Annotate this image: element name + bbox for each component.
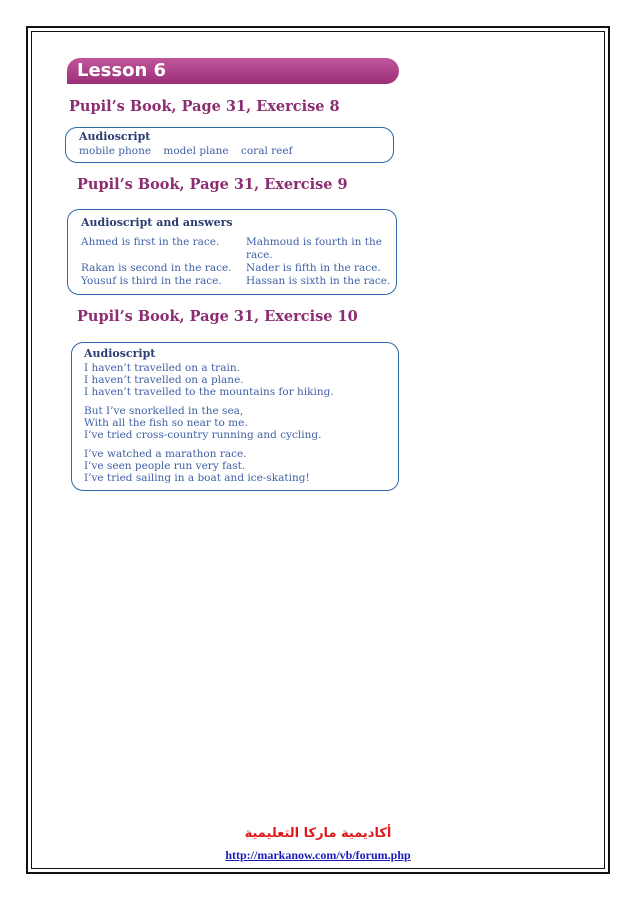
poem-line: I haven’t travelled on a train. [84, 362, 240, 374]
poem-line: I’ve tried sailing in a boat and ice-skating! [84, 472, 310, 484]
poem-line: But I’ve snorkelled in the sea, [84, 405, 244, 417]
poem-line: I’ve tried cross-country running and cycling. [84, 429, 322, 441]
poem-line: I haven’t travelled to the mountains for hiking. [84, 386, 334, 398]
poem-line: I’ve seen people run very fast. [84, 460, 246, 472]
answer-line: Mahmoud is fourth in the [246, 236, 382, 248]
word-item: mobile phone [79, 145, 152, 157]
lesson-title: Lesson 6 [77, 60, 167, 81]
poem-line: I haven’t travelled on a plane. [84, 374, 244, 386]
exercise-8-heading: Pupil’s Book, Page 31, Exercise 8 [69, 98, 340, 115]
poem-line: I’ve watched a marathon race. [84, 448, 247, 460]
footer-academy-name: أكاديمية ماركا التعليمية [244, 826, 392, 841]
exercise-10-heading: Pupil’s Book, Page 31, Exercise 10 [77, 308, 358, 325]
exercise-8-box-title: Audioscript [79, 130, 151, 143]
exercise-10-box-title: Audioscript [84, 347, 156, 360]
poem-line: With all the fish so near to me. [84, 417, 248, 429]
exercise-9-heading: Pupil’s Book, Page 31, Exercise 9 [77, 176, 348, 193]
answer-line: Nader is fifth in the race. [246, 262, 381, 274]
answer-line: Yousuf is third in the race. [81, 275, 222, 287]
exercise-8-words [79, 145, 302, 158]
answer-line: Hassan is sixth in the race. [246, 275, 391, 287]
footer-forum-link[interactable]: http://markanow.com/vb/forum.php [225, 848, 411, 862]
answer-line: race. [246, 249, 273, 261]
answer-line: Ahmed is first in the race. [81, 236, 220, 248]
word-item: model plane [163, 145, 229, 157]
word-item: coral reef [240, 145, 293, 157]
exercise-9-box-title: Audioscript and answers [81, 216, 233, 229]
answer-line: Rakan is second in the race. [81, 262, 232, 274]
